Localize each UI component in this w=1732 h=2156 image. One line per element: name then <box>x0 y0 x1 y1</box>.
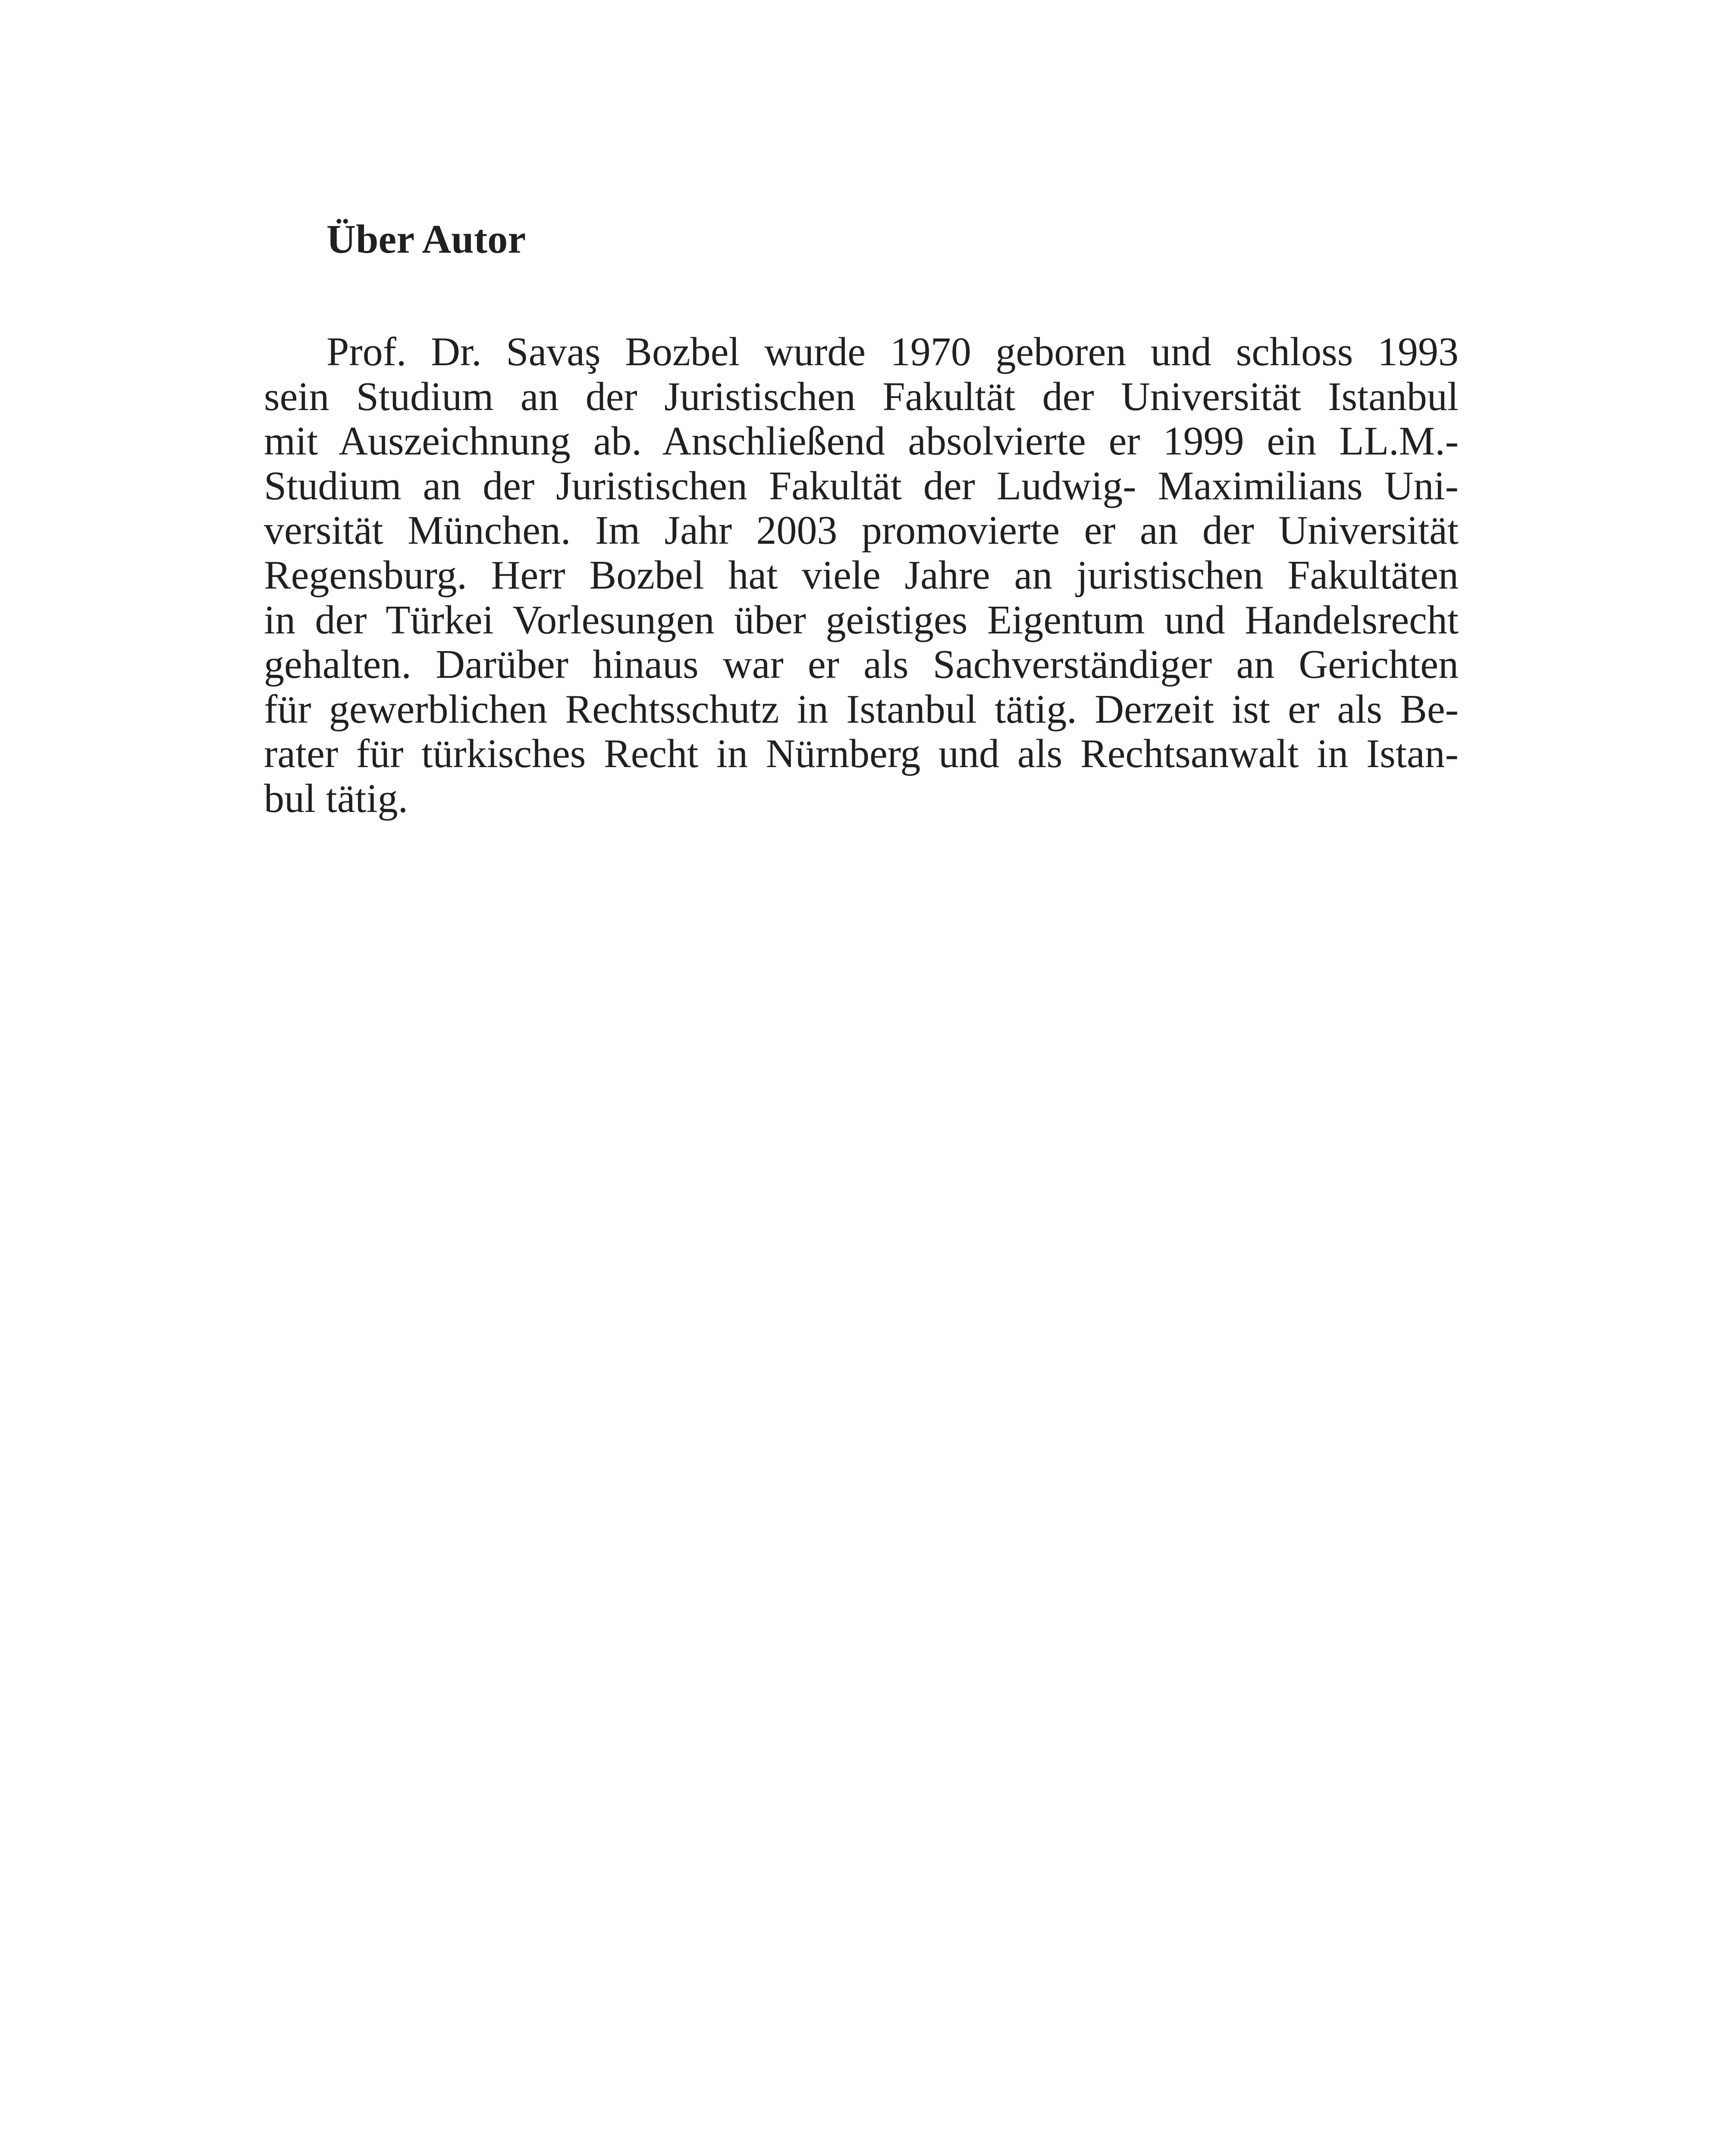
biography-line: Prof. Dr. Savaş Bozbel wurde 1970 geboren und schloss 1993 <box>326 329 1459 374</box>
biography-line: für gewerblichen Rechtsschutz in Istanbul tätig. Derzeit ist er als Be- <box>264 686 1459 732</box>
biography-line: in der Türkei Vorlesungen über geistiges Eigentum und Handelsrecht <box>264 597 1459 642</box>
author-biography <box>264 330 1459 821</box>
author-section <box>264 216 1459 821</box>
biography-line: rater für türkisches Recht in Nürnberg und als Rechtsanwalt in Istan- <box>264 731 1459 777</box>
biography-line: bul tätig. <box>264 776 408 821</box>
biography-line: mit Auszeichnung ab. Anschließend absolvierte er 1999 ein LL.M.- <box>264 419 1459 464</box>
section-heading: Über Autor <box>326 217 526 262</box>
biography-line: Regensburg. Herr Bozbel hat viele Jahre an juristischen Fakultäten <box>264 552 1459 598</box>
biography-line: Studium an der Juristischen Fakultät der Ludwig- Maximilians Uni- <box>264 463 1459 508</box>
biography-line: versität München. Im Jahr 2003 promovierte er an der Universität <box>264 508 1459 553</box>
biography-line: gehalten. Darüber hinaus war er als Sachverständiger an Gerichten <box>264 642 1459 687</box>
biography-line: sein Studium an der Juristischen Fakultät der Universität Istanbul <box>264 374 1459 419</box>
